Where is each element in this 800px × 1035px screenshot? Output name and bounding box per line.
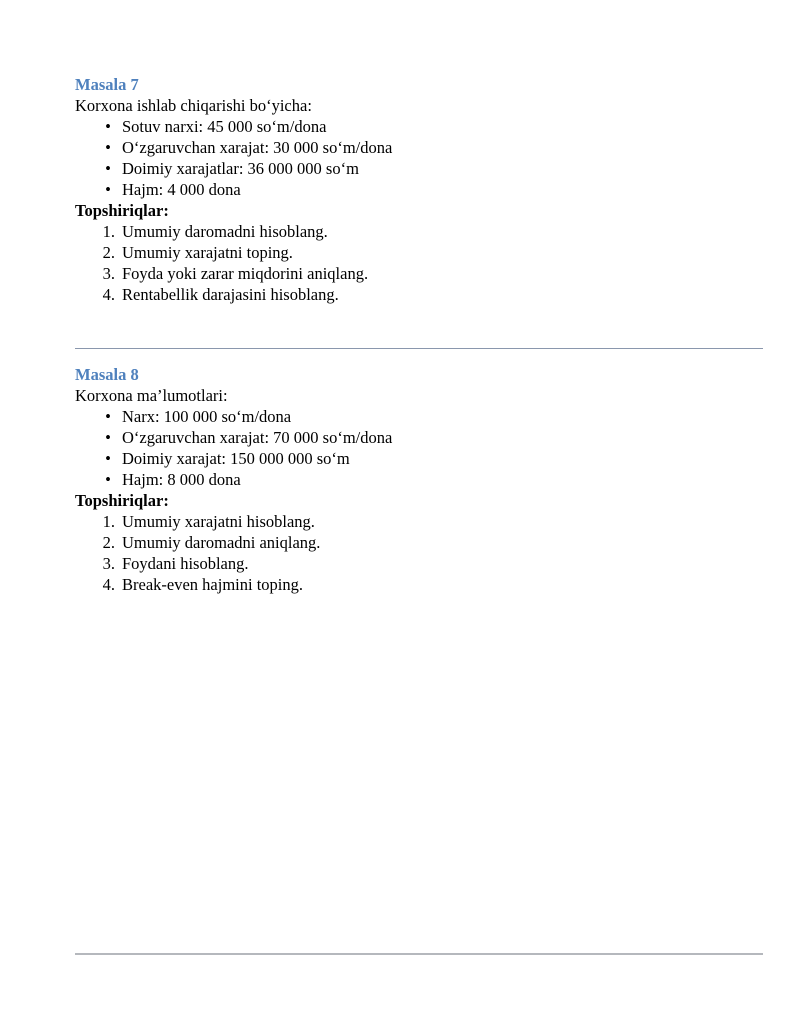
task-number: 1. <box>102 512 115 531</box>
task-number: 2. <box>102 243 115 262</box>
list-item-text: Doimiy xarajat: 150 000 000 so‘m <box>122 449 350 468</box>
task-text: Umumiy xarajatni hisoblang. <box>122 512 315 531</box>
task-text: Umumiy xarajatni toping. <box>122 243 293 262</box>
list-item <box>75 427 765 448</box>
bullet-icon: • <box>105 449 111 468</box>
list-item-text: Sotuv narxi: 45 000 so‘m/dona <box>122 117 327 136</box>
list-item-text: O‘zgaruvchan xarajat: 30 000 so‘m/dona <box>122 138 393 157</box>
bullet-icon: • <box>105 159 111 178</box>
list-item <box>75 116 765 137</box>
task-number: 3. <box>102 554 115 573</box>
problem-heading: Masala 7 <box>75 75 139 94</box>
list-item-text: Hajm: 8 000 dona <box>122 470 241 489</box>
tasks-list <box>75 511 765 595</box>
bullet-icon: • <box>105 428 111 447</box>
task-item <box>75 284 765 305</box>
given-data-list <box>75 406 765 490</box>
bullet-icon: • <box>105 117 111 136</box>
bullet-icon: • <box>105 138 111 157</box>
task-text: Umumiy daromadni aniqlang. <box>122 533 321 552</box>
list-item-text: Doimiy xarajatlar: 36 000 000 so‘m <box>122 159 359 178</box>
task-item <box>75 511 765 532</box>
task-item <box>75 221 765 242</box>
list-item <box>75 179 765 200</box>
task-text: Rentabellik darajasini hisoblang. <box>122 285 339 304</box>
task-text: Umumiy daromadni hisoblang. <box>122 222 328 241</box>
task-number: 4. <box>102 285 115 304</box>
task-item <box>75 242 765 263</box>
task-item <box>75 263 765 284</box>
list-item <box>75 448 765 469</box>
list-item-text: Hajm: 4 000 dona <box>122 180 241 199</box>
problem-section-8 <box>75 365 765 595</box>
footer-divider <box>75 953 763 955</box>
problem-intro: Korxona ishlab chiqarishi bo‘yicha: <box>75 96 312 115</box>
section-divider <box>75 348 763 349</box>
bullet-icon: • <box>105 470 111 489</box>
list-item <box>75 158 765 179</box>
task-item <box>75 532 765 553</box>
list-item-text: Narx: 100 000 so‘m/dona <box>122 407 292 426</box>
task-number: 3. <box>102 264 115 283</box>
task-item <box>75 574 765 595</box>
task-text: Foydani hisoblang. <box>122 554 249 573</box>
given-data-list <box>75 116 765 200</box>
list-item <box>75 137 765 158</box>
task-number: 4. <box>102 575 115 594</box>
task-text: Break-even hajmini toping. <box>122 575 303 594</box>
list-item-text: O‘zgaruvchan xarajat: 70 000 so‘m/dona <box>122 428 393 447</box>
task-item <box>75 553 765 574</box>
problem-section-7 <box>75 75 765 305</box>
bullet-icon: • <box>105 407 111 426</box>
task-text: Foyda yoki zarar miqdorini aniqlang. <box>122 264 369 283</box>
task-number: 1. <box>102 222 115 241</box>
list-item <box>75 469 765 490</box>
bullet-icon: • <box>105 180 111 199</box>
problem-intro: Korxona ma’lumotlari: <box>75 386 228 405</box>
tasks-list <box>75 221 765 305</box>
list-item <box>75 406 765 427</box>
problem-heading: Masala 8 <box>75 365 139 384</box>
tasks-label: Topshiriqlar: <box>75 491 169 510</box>
task-number: 2. <box>102 533 115 552</box>
tasks-label: Topshiriqlar: <box>75 201 169 220</box>
